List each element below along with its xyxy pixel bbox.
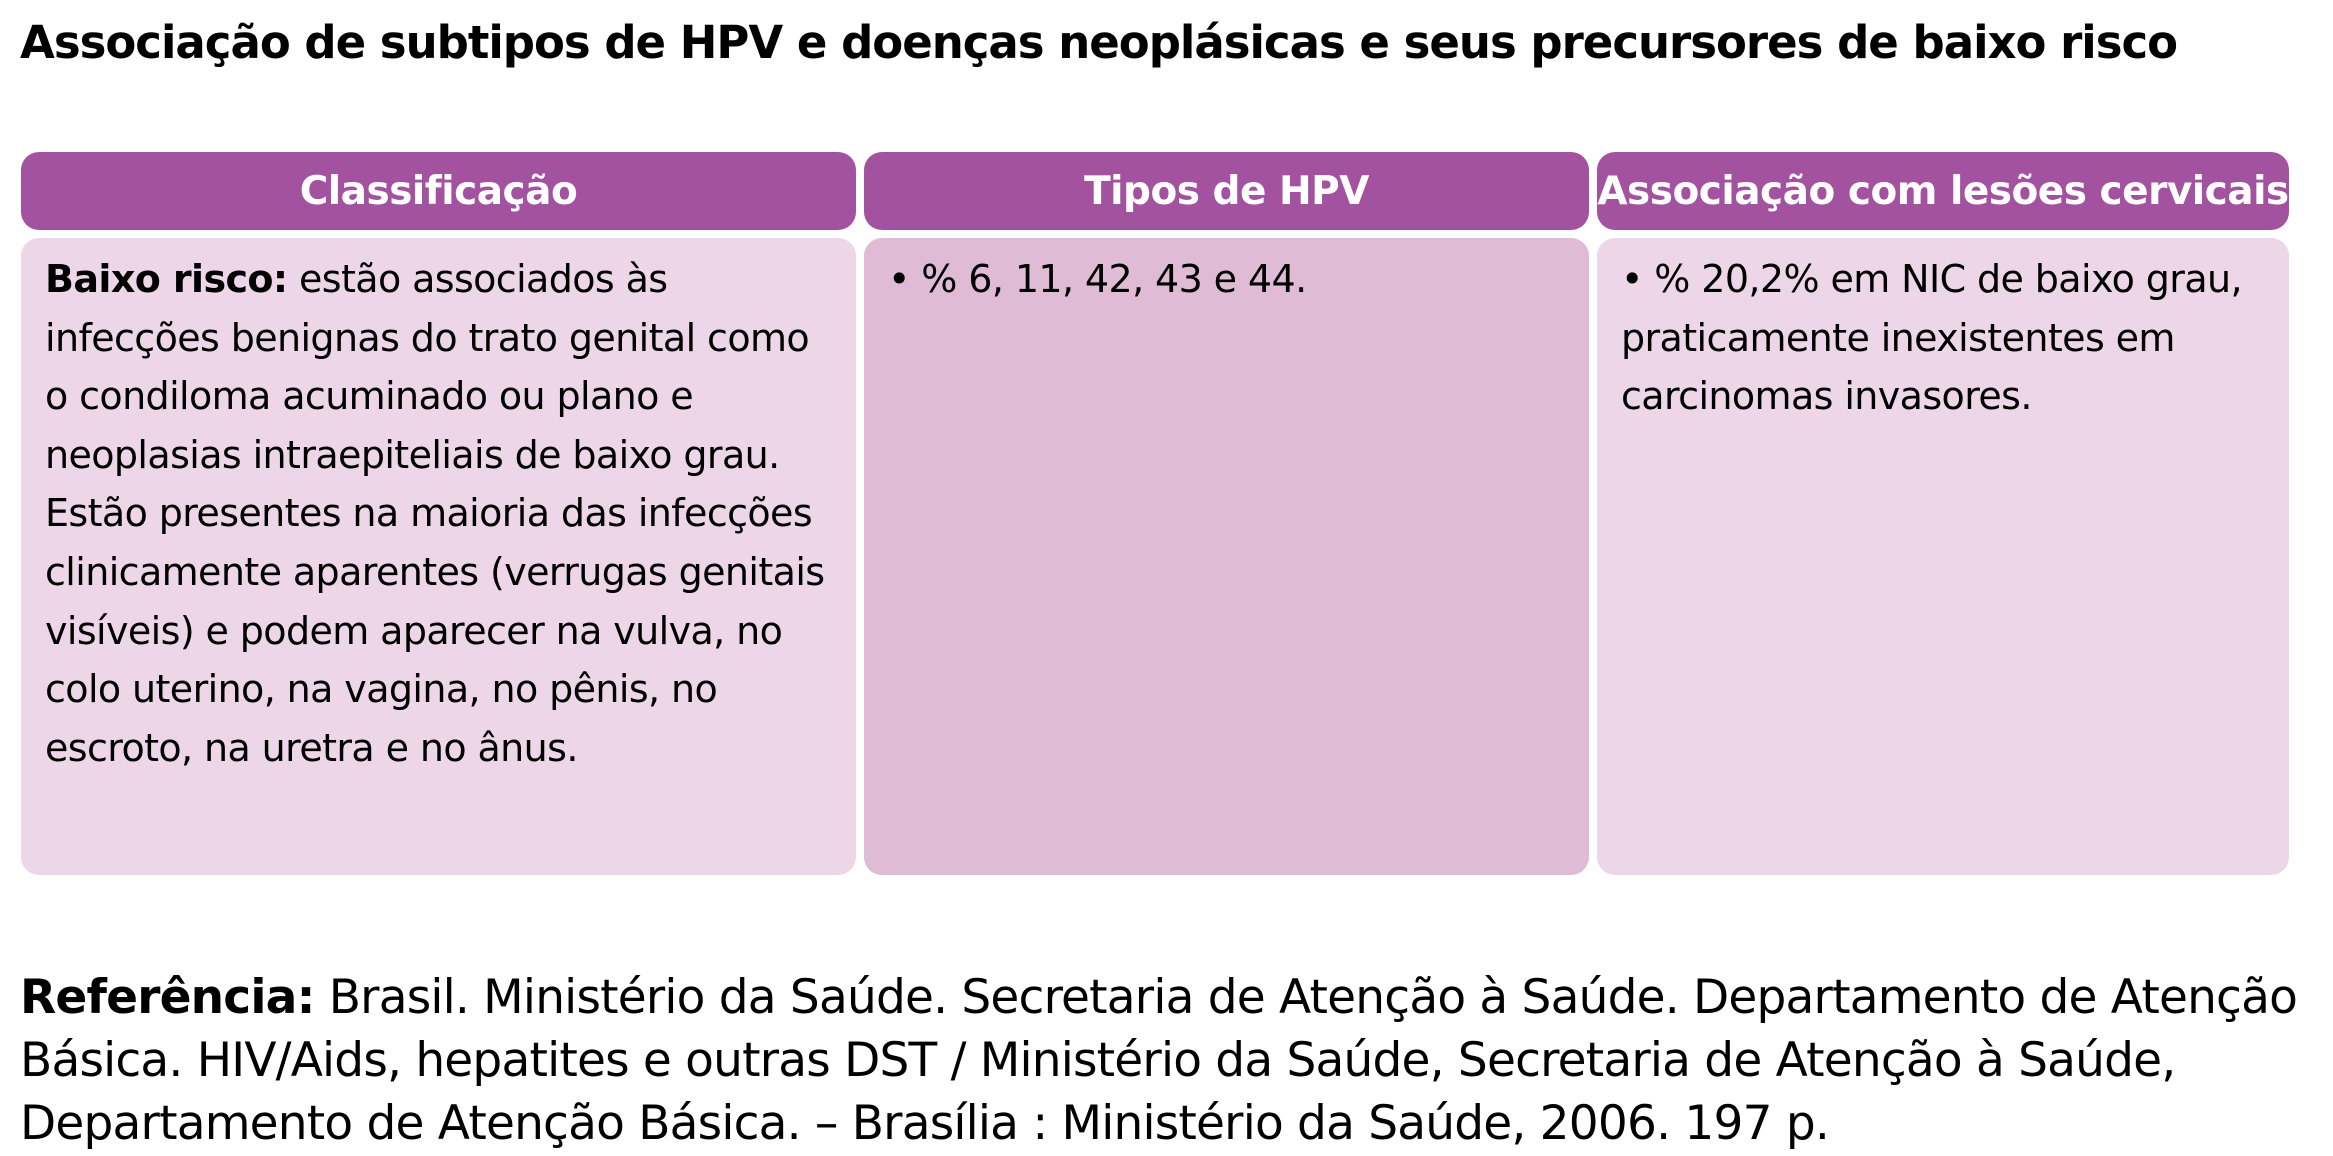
reference [20, 966, 2320, 1155]
page-title: Associação de subtipos de HPV e doenças neoplásicas e seus precursores de baixo risco [20, 16, 2178, 69]
cervical-association-cell [1597, 238, 2289, 875]
reference-label: Referência: [20, 970, 315, 1025]
classification-description: estão associados às infecções benignas do trato genital como o condiloma acuminado ou plano e neoplasias intraepiteliais de baixo grau. Estão presentes na maioria das infecções clinicamente aparentes (verrugas genitais visíveis) e podem aparecer na vulva, no colo uterino, na vagina, no pênis, no escroto, na uretra e no ânus. [45, 257, 825, 770]
classification-cell [21, 238, 856, 875]
classification-lead: Baixo risco: [45, 257, 288, 301]
hpv-types-cell [864, 238, 1589, 875]
column-header-associacao: Associação com lesões cervicais [1597, 152, 2289, 230]
cervical-association-text: • % 20,2% em NIC de baixo grau, praticamente inexistentes em carcinomas invasores. [1621, 257, 2242, 419]
hpv-types-text: • % 6, 11, 42, 43 e 44. [888, 257, 1307, 301]
reference-text: Brasil. Ministério da Saúde. Secretaria de Atenção à Saúde. Departamento de Atenção Básica. HIV/Aids, hepatites e outras DST / Ministério da Saúde, Secretaria de Atenção à Saúde, Departamento de Atenção Básica. – Brasília : Ministério da Saúde, 2006. 197 p. [20, 970, 2298, 1151]
classification-text [45, 250, 832, 777]
column-header-tipos-hpv: Tipos de HPV [864, 152, 1589, 230]
column-header-classificacao: Classificação [21, 152, 856, 230]
